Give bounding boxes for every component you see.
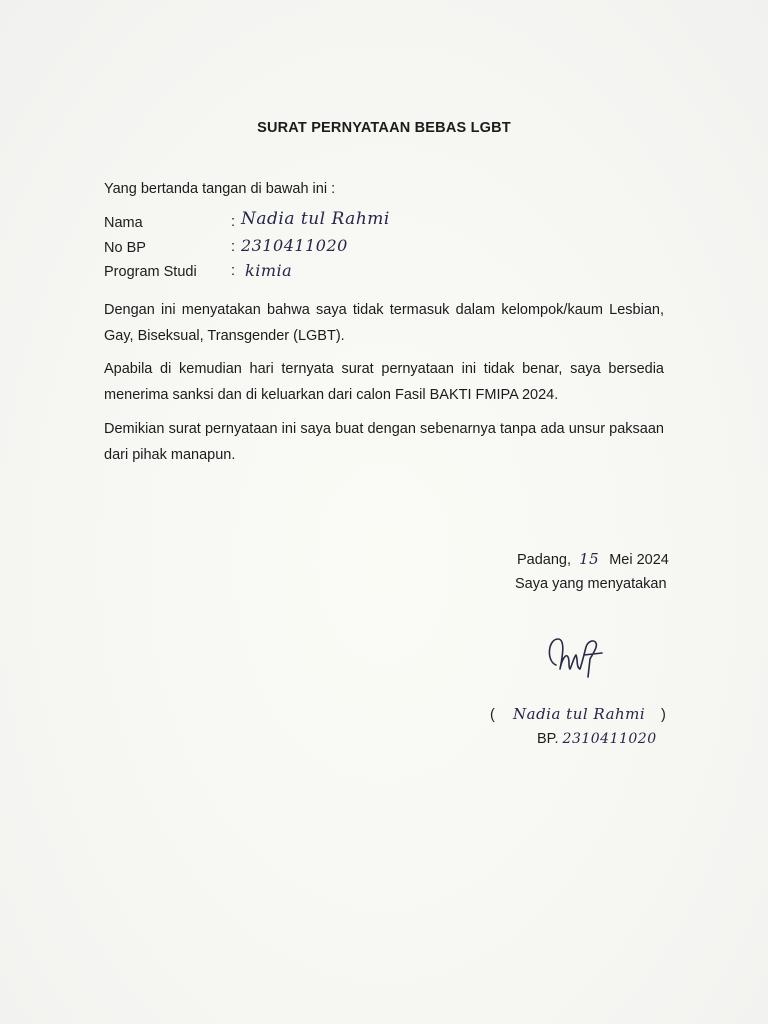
bp-number: 2310411020 — [562, 731, 657, 747]
bp-prefix: BP. — [537, 731, 559, 747]
closing-date-line — [517, 550, 669, 569]
signer-name: Nadia tul Rahmi — [513, 705, 646, 723]
closing-month-year: Mei 2024 — [609, 552, 669, 568]
field-label-nama: Nama — [104, 215, 143, 231]
closing-place: Padang, — [517, 552, 572, 568]
paragraph-consequence: Apabila di kemudian hari ternyata surat pernyataan ini tidak benar, saya bersedia menerima sanksi dan di keluarkan dari calon Fasil BAKTI FMIPA 2024. — [104, 361, 664, 403]
signer-bp-line — [537, 730, 657, 748]
field-value-program-studi: kimia — [245, 261, 293, 280]
document-title: SURAT PERNYATAAN BEBAS LGBT — [257, 120, 511, 136]
paragraph-closing: Demikian surat pernyataan ini saya buat dengan sebenarnya tanpa ada unsur paksaan dari pihak manapun. — [104, 421, 664, 463]
signature-image — [540, 625, 620, 685]
closing-statement: Saya yang menyatakan — [515, 576, 667, 592]
field-colon: : — [231, 263, 236, 279]
signer-close-paren: ) — [661, 707, 666, 723]
closing-day: 15 — [579, 550, 600, 568]
intro-text: Yang bertanda tangan di bawah ini : — [104, 181, 336, 197]
field-colon: : — [231, 239, 236, 255]
field-label-no-bp: No BP — [104, 240, 146, 256]
field-value-no-bp: 2310411020 — [241, 236, 348, 255]
signer-open-paren: ( — [490, 707, 495, 723]
field-colon: : — [231, 214, 236, 230]
field-label-program-studi: Program Studi — [104, 264, 197, 280]
paragraph-statement: Dengan ini menyatakan bahwa saya tidak termasuk dalam kelompok/kaum Lesbian, Gay, Biseksual, Transgender (LGBT). — [104, 302, 664, 344]
field-value-nama: Nadia tul Rahmi — [241, 209, 390, 229]
